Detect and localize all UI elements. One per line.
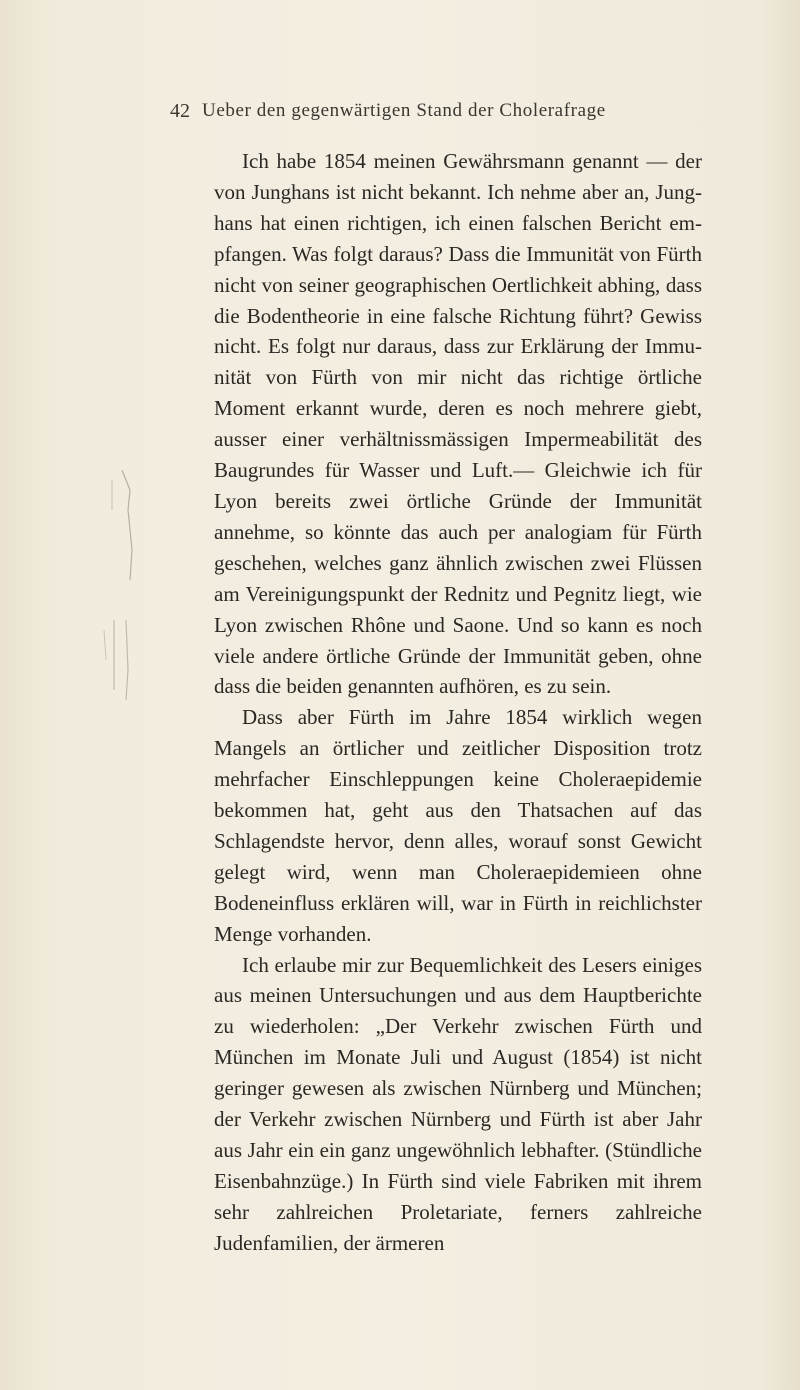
- paragraph-3: Ich erlaube mir zur Bequemlichkeit des Lesers einiges aus meinen Untersuchungen und aus dem Hauptberichte zu wiederholen: „Der Verkehr zwischen Fürth und München im Monate Juli und August (1854) ist nicht geringer gewesen als zwischen Nürnberg und München; der Verkehr zwischen Nürnberg und Fürth ist aber Jahr aus Jahr ein ein ganz ungewöhnlich lebhafter. (Stündliche Eisenbahnzüge.) In Fürth sind viele Fabriken mit ihrem sehr zahlreichen Proletariate, ferners zahlreiche Judenfamilien, der ärmeren: [214, 952, 702, 1255]
- running-title: Ueber den gegenwärtigen Stand der Cholerafrage: [202, 100, 606, 121]
- margin-pencil-marks: [100, 470, 140, 830]
- paragraph-1: Ich habe 1854 meinen Gewährsmann genannt — der von Junghans ist nicht bekannt. Ich nehme aber an, Junghans hat einen richtigen, ich einen falschen Bericht empfangen. Was folgt daraus? Dass die Immunität von Fürth nicht von seiner geographischen Oertlichkeit abhing, dass die Bodentheorie in eine falsche Richtung führt? Gewiss nicht. Es folgt nur daraus, dass zur Erklärung der Immunität von Fürth von mir nicht das richtige örtliche Moment erkannt wurde, deren es noch mehrere giebt, ausser einer verhältnissmässigen Impermeabilität des Baugrundes für Wasser und Luft.— Gleichwie ich für Lyon bereits zwei örtliche Gründe der Immunität annehme, so könnte das auch per analogiam für Fürth geschehen, welches ganz ähnlich zwischen zwei Flüssen am Vereinigungspunkt der Rednitz und Pegnitz liegt, wie Lyon zwischen Rhône und Saone. Und so kann es noch viele andere örtliche Gründe der Immunität geben, ohne dass die beiden genannten aufhören, es zu sein.: [214, 149, 702, 699]
- page-header: [170, 100, 690, 130]
- page-number: 42: [170, 100, 190, 122]
- paragraph-2: Dass aber Fürth im Jahre 1854 wirklich wegen Mangels an örtlicher und zeitlicher Disposition trotz mehrfacher Einschleppungen keine Choleraepidemie bekommen hat, geht aus den Thatsachen auf das Schlagendste hervor, denn alles, worauf sonst Gewicht gelegt wird, wenn man Choleraepidemieen ohne Bodeneinfluss erklären will, war in Fürth in reichlichster Menge vorhanden.: [214, 705, 702, 946]
- body-text: [214, 146, 702, 1259]
